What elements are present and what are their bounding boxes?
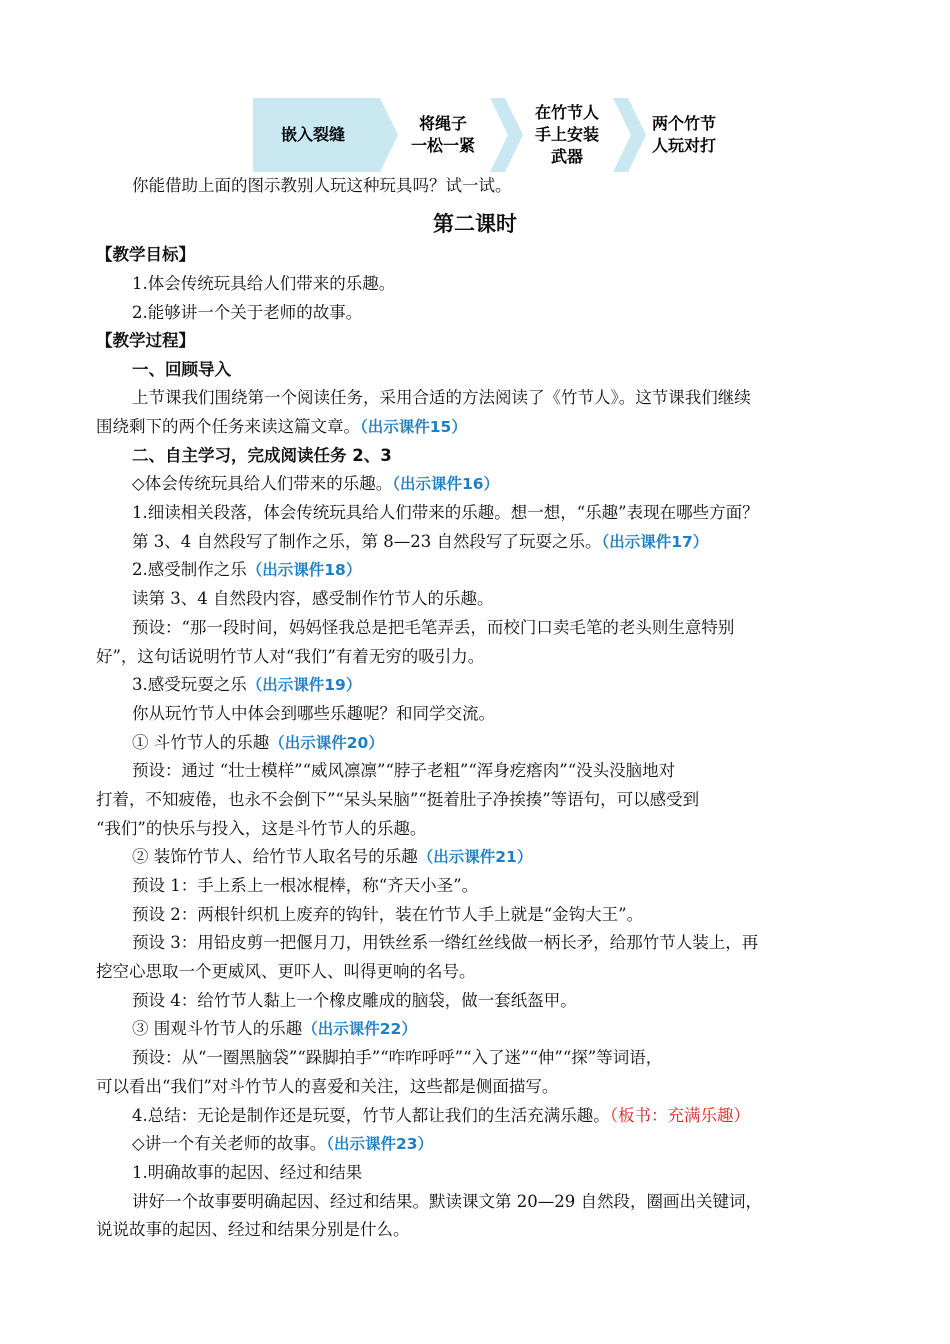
paragraph-line: 说说故事的起因、经过和结果分别是什么。 — [96, 1220, 410, 1239]
lesson-title: 第二课时 — [433, 212, 517, 236]
courseware-ref: （出示课件18） — [246, 561, 362, 579]
section-heading-process: 【教学过程】 — [96, 331, 195, 350]
paragraph-line: 预设 3：用铅皮剪一把偃月刀，用铁丝系一绺红丝线做一柄长矛，给那竹节人装上，再 — [132, 933, 759, 952]
paragraph-line: 讲好一个故事要明确起因、经过和结果。默读课文第 20—29 自然段，圈画出关键词， — [132, 1192, 762, 1211]
paragraph-line: ① 斗竹节人的乐趣（出示课件20） — [132, 733, 384, 752]
paragraph-line: ◇讲一个有关老师的故事。（出示课件23） — [132, 1134, 434, 1153]
paragraph-line: 上节课我们围绕第一个阅读任务，采用合适的方法阅读了《竹节人》。这节课我们继续 — [132, 388, 751, 407]
goal-1: 1.体会传统玩具给人们带来的乐趣。 — [132, 274, 396, 293]
courseware-ref: （出示课件17） — [601, 533, 709, 551]
paragraph-line: 你从玩竹节人中体会到哪些乐趣呢？和同学交流。 — [132, 704, 495, 723]
paragraph-line: 挖空心思取一个更威风、更吓人、叫得更响的名号。 — [96, 962, 476, 981]
paragraph-line: 预设：从“一圈黑脑袋”“跺脚拍手”“咋咋呼呼”“入了迷”“伸”“探”等词语， — [132, 1048, 663, 1067]
step-heading-review: 一、回顾导入 — [132, 360, 231, 379]
flow-step-4-line-1: 两个竹节 — [651, 114, 716, 133]
courseware-ref: （出示课件16） — [392, 475, 500, 493]
flow-step-2-line-2: 一松一紧 — [410, 136, 475, 155]
paragraph-line: “我们”的快乐与投入，这是斗竹节人的乐趣。 — [96, 819, 427, 838]
paragraph-line: 预设：通过 “壮士模样”“威风凛凛”“脖子老粗”“浑身疙瘩肉”“没头没脑地对 — [132, 761, 676, 780]
flow-step-3-line-3: 武器 — [550, 147, 583, 166]
paragraph-line: 预设 2：两根针织机上废弃的钩针，装在竹节人手上就是“金钩大王”。 — [132, 905, 644, 924]
flow-step-2 — [383, 98, 503, 172]
paragraph-line: ② 装饰竹节人、给竹节人取名号的乐趣（出示课件21） — [132, 847, 533, 866]
paragraph-line: 1.细读相关段落，体会传统玩具给人们带来的乐趣。想一想，“乐趣”表现在哪些方面？ — [132, 503, 759, 522]
flow-step-3-line-1: 在竹节人 — [534, 103, 599, 122]
paragraph-line: 好”，这句话说明竹节人对“我们”有着无穷的吸引力。 — [96, 647, 485, 666]
paragraph-line: 2.感受制作之乐（出示课件18） — [132, 560, 362, 579]
flow-step-4 — [638, 98, 730, 172]
flow-step-3 — [508, 98, 626, 172]
paragraph-line: 可以看出“我们”对斗竹节人的喜爱和关注，这些都是侧面描写。 — [96, 1077, 559, 1096]
goal-2: 2.能够讲一个关于老师的故事。 — [132, 303, 363, 322]
diagram-instruction: 你能借助上面的图示教别人玩这种玩具吗？试一试。 — [132, 176, 512, 195]
paragraph-line: ◇体会传统玩具给人们带来的乐趣。（出示课件16） — [132, 474, 500, 493]
flow-step-3-line-2: 手上安装 — [534, 125, 599, 144]
paragraph-line: 4.总结：无论是制作还是玩耍，竹节人都让我们的生活充满乐趣。（板书：充满乐趣） — [132, 1106, 750, 1125]
flow-step-4-line-2: 人玩对打 — [651, 136, 716, 155]
paragraph-line: 打着，不知疲倦，也永不会倒下”“呆头呆脑”“挺着肚子净挨揍”等语句，可以感受到 — [96, 790, 700, 809]
paragraph-line: 预设：“那一段时间，妈妈怪我总是把毛笔弄丢，而校门口卖毛笔的老头则生意特别 — [132, 618, 735, 637]
courseware-ref: （出示课件20） — [269, 734, 384, 752]
paragraph-line: 1.明确故事的起因、经过和结果 — [132, 1163, 363, 1182]
step-heading-self-study: 二、自主学习，完成阅读任务 2、3 — [132, 446, 392, 465]
paragraph-line: 3.感受玩耍之乐（出示课件19） — [132, 675, 362, 694]
flow-step-1-line-1: 嵌入裂缝 — [280, 125, 345, 144]
courseware-ref: （出示课件22） — [302, 1020, 417, 1038]
flow-diagram — [253, 98, 730, 172]
paragraph-line: 预设 4：给竹节人黏上一个橡皮雕成的脑袋，做一套纸盔甲。 — [132, 991, 577, 1010]
courseware-ref: （出示课件15） — [360, 418, 467, 436]
flow-step-2-line-1: 将绳子 — [418, 114, 467, 133]
courseware-ref: （出示课件21） — [417, 848, 533, 866]
paragraph-line: 围绕剩下的两个任务来读这篇文章。（出示课件15） — [96, 417, 467, 436]
section-heading-goals: 【教学目标】 — [96, 245, 195, 264]
board-note: （板书：充满乐趣） — [609, 1106, 750, 1125]
paragraph-line: ③ 围观斗竹节人的乐趣（出示课件22） — [132, 1019, 417, 1038]
flow-step-1 — [253, 98, 373, 172]
paragraph-line: 预设 1：手上系上一根冰棍棒，称“齐天小圣”。 — [132, 876, 479, 895]
paragraph-line: 读第 3、4 自然段内容，感受制作竹节人的乐趣。 — [132, 589, 494, 608]
paragraph-line: 第 3、4 自然段写了制作之乐，第 8—23 自然段写了玩耍之乐。（出示课件17） — [132, 532, 709, 551]
courseware-ref: （出示课件23） — [326, 1135, 434, 1153]
courseware-ref: （出示课件19） — [246, 676, 362, 694]
